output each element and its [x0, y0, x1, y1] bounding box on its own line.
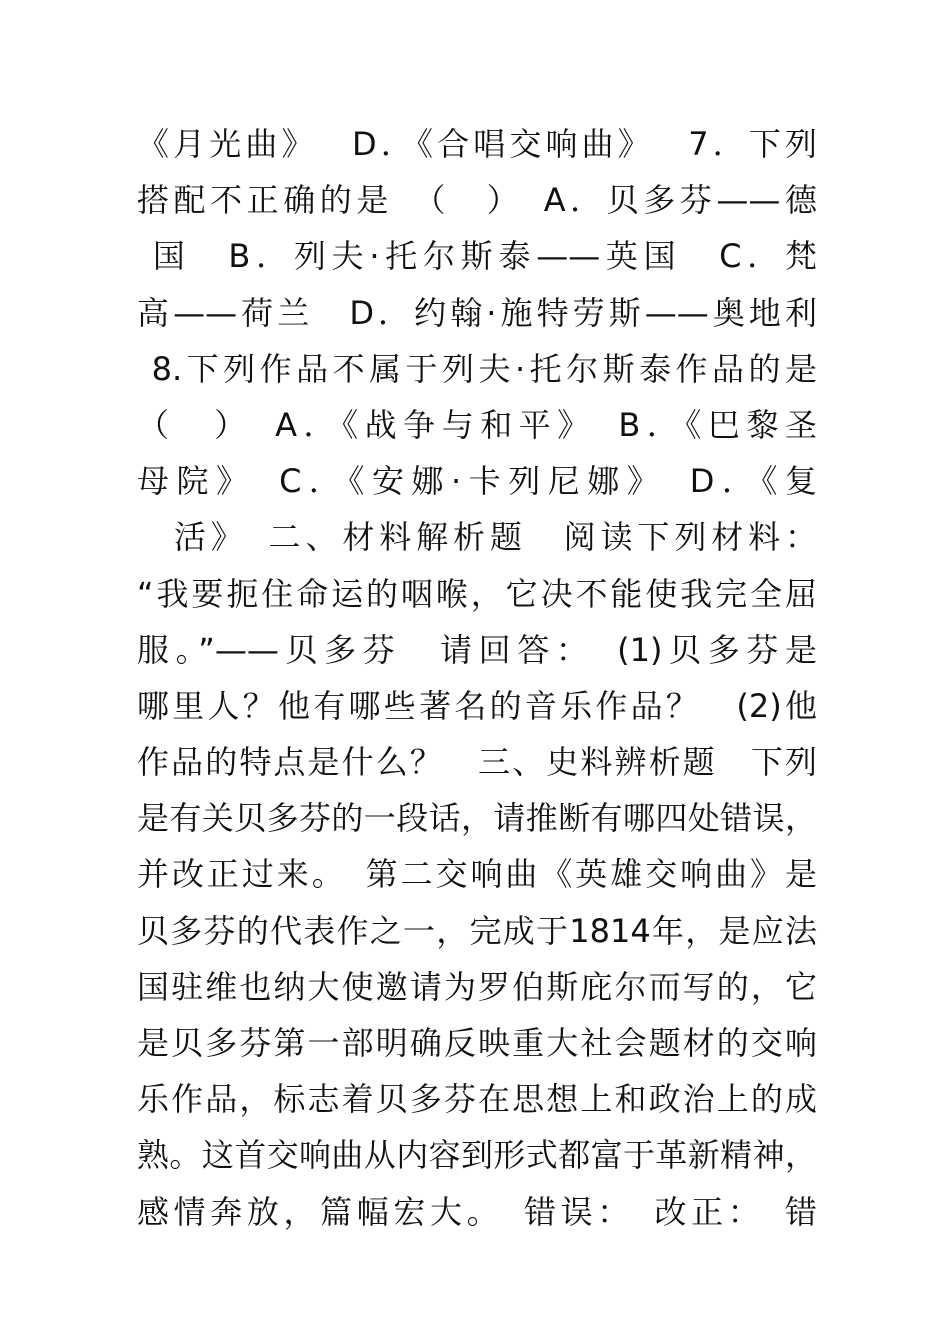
text-line-4: 高——荷兰 D．约翰·施特劳斯——奥地利 [137, 293, 817, 332]
text-line-12: 作品的特点是什么？ 三、史料辨析题 下列 [137, 743, 817, 782]
text-line-17: 是贝多芬第一部明确反映重大社会题材的交响 [137, 1024, 817, 1062]
text-line-1: 《月光曲》 D．《合唱交响曲》 7．下列 [137, 125, 817, 163]
text-line-20: 感情奔放，篇幅宏大。 错误： 改正： 错 [137, 1192, 817, 1231]
text-line-10: 服。”——贝多芬 请回答： (1)贝多芬是 [137, 630, 817, 669]
text-line-5: 8.下列作品不属于列夫·托尔斯泰作品的是 [137, 349, 817, 388]
text-line-16: 国驻维也纳大使邀请为罗伯斯庇尔而写的，它 [137, 967, 817, 1006]
text-line-18: 乐作品，标志着贝多芬在思想上和政治上的成 [137, 1080, 817, 1119]
text-line-3: 国 B．列夫·托尔斯泰——英国 C．梵 [137, 237, 817, 276]
text-line-8: 活》 二、材料解析题 阅读下列材料： [137, 518, 817, 557]
text-line-15: 贝多芬的代表作之一，完成于1814年，是应法 [137, 911, 817, 950]
text-line-9: “我要扼住命运的咽喉，它决不能使我完全屈 [137, 574, 817, 613]
text-line-13: 是有关贝多芬的一段话，请推断有哪四处错误， [137, 799, 817, 838]
document-body [137, 116, 817, 1240]
text-line-14: 并改正过来。 第二交响曲《英雄交响曲》是 [137, 855, 817, 894]
text-line-6: （ ） A．《战争与和平》 B．《巴黎圣 [137, 405, 817, 444]
text-line-11: 哪里人？他有哪些著名的音乐作品？ (2)他 [137, 686, 817, 725]
text-line-2: 搭配不正确的是 （ ） A．贝多芬——德 [137, 181, 817, 220]
text-line-19: 熟。这首交响曲从内容到形式都富于革新精神， [137, 1136, 817, 1175]
text-line-7: 母院》 C．《安娜·卡列尼娜》 D．《复 [137, 462, 817, 501]
